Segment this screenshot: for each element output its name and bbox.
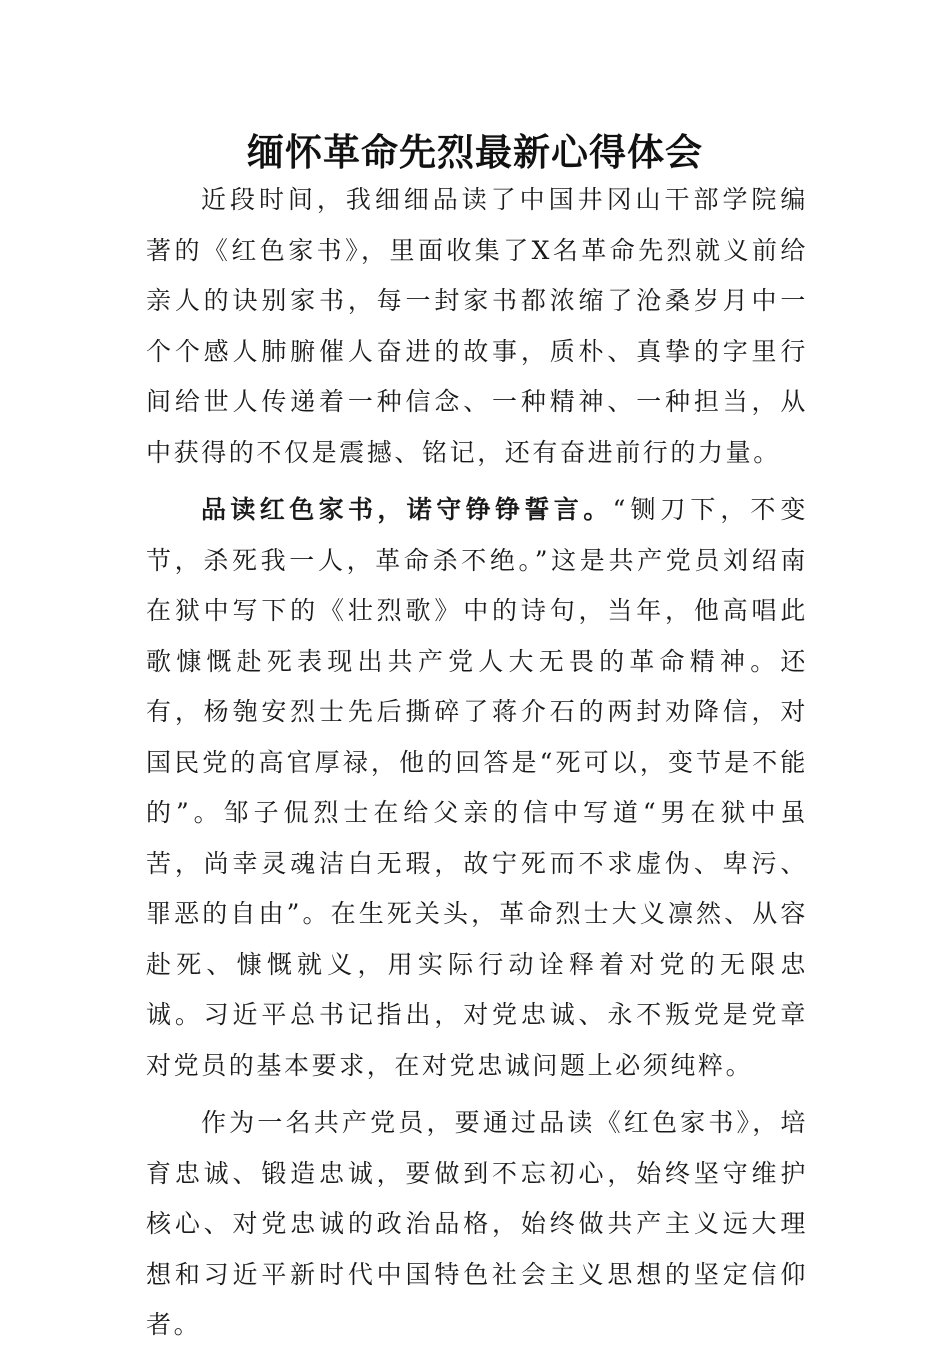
paragraph-text: “铡刀下，不变节，杀死我一人，革命杀不绝。”这是共产党员刘绍南在狱中写下的《壮烈歌》中的诗句，当年，他高唱此歌慷慨赴死表现出共产党人大无畏的革命精神。还有，杨匏安烈士先后撕碎了蒋介石的两封劝降信，对国民党的高官厚禄，他的回答是“死可以，变节是不能的”。邹子侃烈士在给父亲的信中写道“男在狱中虽苦，尚幸灵魂洁白无瑕，故宁死而不求虚伪、卑污、罪恶的自由”。在生死关头，革命烈士大义凛然、从容赴死、慷慨就义，用实际行动诠释着对党的无限忠诚。习近平总书记指出，对党忠诚、永不叛党是党章对党员的基本要求，在对党忠诚问题上必须纯粹。 xyxy=(146,495,808,1080)
paragraph-text: 近段时间，我细细品读了中国井冈山干部学院编著的《红色家书》，里面收集了X名革命先烈就义前给亲人的诀别家书，每一封家书都浓缩了沧桑岁月中一个个感人肺腑催人奋进的故事，质朴、真挚的字里行间给世人传递着一种信念、一种精神、一种担当，从中获得的不仅是震撼、铭记，还有奋进前行的力量。 xyxy=(146,185,808,467)
paragraph-red-letters xyxy=(146,485,808,1091)
paragraph-intro xyxy=(146,175,808,478)
document-body xyxy=(146,175,808,1351)
paragraph-lead-heading: 品读红色家书，诺守铮铮誓言。 xyxy=(201,495,613,524)
paragraph-conclusion xyxy=(146,1098,808,1351)
document-title: 缅怀革命先烈最新心得体会 xyxy=(247,131,703,174)
paragraph-text: 作为一名共产党员，要通过品读《红色家书》，培育忠诚、锻造忠诚，要做到不忘初心，始终坚守维护核心、对党忠诚的政治品格，始终做共产主义远大理想和习近平新时代中国特色社会主义思想的坚定信仰者。 xyxy=(146,1108,808,1339)
